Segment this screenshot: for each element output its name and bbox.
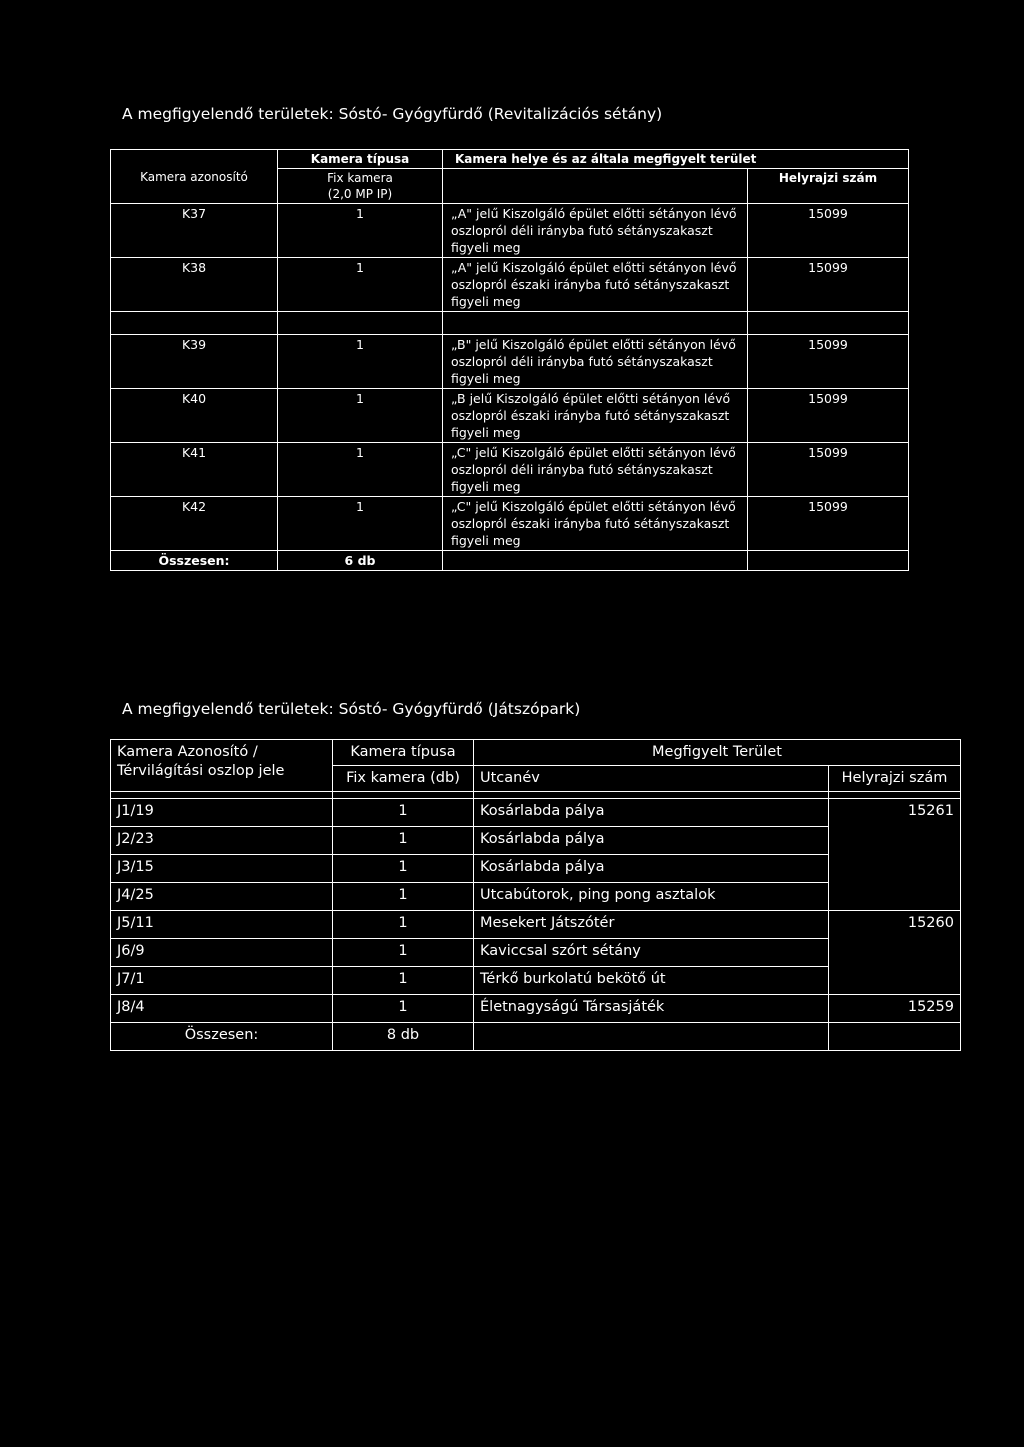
street-name: Kosárlabda pálya [474,799,829,827]
header-location: Kamera helye és az általa megfigyelt terület [443,150,909,169]
camera-count: 1 [278,258,443,312]
table-row [111,497,909,551]
table-spacer-row [111,312,909,335]
location-line: oszlopról déli irányba futó sétányszakaszt [451,223,713,238]
total-value: 6 db [278,551,443,571]
street-name: Mesekert Játszótér [474,911,829,939]
location-line: oszlopról északi irányba futó sétányszakaszt [451,277,730,292]
location-line: „C" jelű Kiszolgáló épület előtti sétányon lévő [451,499,736,514]
parcel-number: 15259 [829,995,961,1023]
camera-location [443,258,748,312]
spacer-cell [278,312,443,335]
location-line: „B" jelű Kiszolgáló épület előtti sétányon lévő [451,337,736,352]
camera-count: 1 [278,389,443,443]
parcel-number: 15099 [748,204,909,258]
camera-count: 1 [333,911,474,939]
table-header-row [111,740,961,766]
camera-id: J1/19 [111,799,333,827]
camera-id: J5/11 [111,911,333,939]
camera-count: 1 [333,799,474,827]
parcel-number: 15099 [748,443,909,497]
header-fix-camera-label: Fix kamera [327,171,393,185]
table-row [111,204,909,258]
table-row [111,335,909,389]
header-fix-camera [278,169,443,204]
camera-count: 1 [333,883,474,911]
camera-id: J2/23 [111,827,333,855]
camera-id: K40 [111,389,278,443]
total-empty [748,551,909,571]
spacer-cell [333,792,474,799]
spacer-cell [443,312,748,335]
location-line: oszlopról északi irányba futó sétányszakaszt [451,408,730,423]
header-camera-id: Kamera azonosító [111,150,278,204]
header-camera-type: Kamera típusa [278,150,443,169]
camera-count: 1 [333,939,474,967]
camera-count: 1 [333,967,474,995]
location-line: figyeli meg [451,294,521,309]
playground-camera-table [110,739,961,1051]
street-name: Kosárlabda pálya [474,855,829,883]
spacer-cell [748,312,909,335]
parcel-number: 15260 [829,911,961,995]
camera-count: 1 [278,204,443,258]
table-row [111,258,909,312]
table-row [111,799,961,827]
location-line: „B jelű Kiszolgáló épület előtti sétányon lévő [451,391,731,406]
location-line: figyeli meg [451,479,521,494]
header-street: Utcanév [474,766,829,792]
table-row [111,995,961,1023]
total-empty [829,1023,961,1051]
camera-id: J6/9 [111,939,333,967]
header-empty [443,169,748,204]
table-row [111,911,961,939]
parcel-number: 15099 [748,497,909,551]
parcel-number: 15261 [829,799,961,911]
total-empty [443,551,748,571]
header-camera-id-line: Térvilágítási oszlop jele [117,763,285,779]
camera-location [443,389,748,443]
camera-location [443,335,748,389]
spacer-cell [829,792,961,799]
total-value: 8 db [333,1023,474,1051]
camera-count: 1 [333,995,474,1023]
location-line: oszlopról déli irányba futó sétányszakaszt [451,462,713,477]
parcel-number: 15099 [748,258,909,312]
location-line: figyeli meg [451,240,521,255]
table-header-row [111,150,909,169]
table-spacer-row [111,792,961,799]
camera-id: K38 [111,258,278,312]
header-camera-id-line: Kamera Azonosító / [117,744,258,760]
camera-id: K39 [111,335,278,389]
header-parcel: Helyrajzi szám [748,169,909,204]
location-line: figyeli meg [451,533,521,548]
camera-id: J7/1 [111,967,333,995]
location-line: figyeli meg [451,371,521,386]
camera-id: J8/4 [111,995,333,1023]
spacer-cell [111,792,333,799]
street-name: Kaviccsal szórt sétány [474,939,829,967]
camera-count: 1 [333,855,474,883]
camera-count: 1 [278,335,443,389]
location-line: „A" jelű Kiszolgáló épület előtti sétányon lévő [451,260,737,275]
total-label: Összesen: [111,551,278,571]
revitalization-camera-table [110,149,909,571]
location-line: „A" jelű Kiszolgáló épület előtti sétányon lévő [451,206,737,221]
camera-id: K37 [111,204,278,258]
camera-id: K42 [111,497,278,551]
street-name: Kosárlabda pálya [474,827,829,855]
parcel-number: 15099 [748,335,909,389]
camera-id: K41 [111,443,278,497]
camera-count: 1 [278,497,443,551]
spacer-cell [111,312,278,335]
camera-count: 1 [278,443,443,497]
total-label: Összesen: [111,1023,333,1051]
total-row [111,551,909,571]
parcel-number: 15099 [748,389,909,443]
street-name: Életnagyságú Társasjáték [474,995,829,1023]
section1-title: A megfigyelendő területek: Sóstó- Gyógyfürdő (Revitalizációs sétány) [122,105,663,123]
header-camera-id [111,740,333,792]
location-line: oszlopról déli irányba futó sétányszakaszt [451,354,713,369]
camera-count: 1 [333,827,474,855]
camera-id: J3/15 [111,855,333,883]
header-fix-camera: Fix kamera (db) [333,766,474,792]
header-camera-type: Kamera típusa [333,740,474,766]
camera-location [443,497,748,551]
street-name: Utcabútorok, ping pong asztalok [474,883,829,911]
section2-title: A megfigyelendő területek: Sóstó- Gyógyfürdő (Játszópark) [122,700,581,718]
location-line: „C" jelű Kiszolgáló épület előtti sétányon lévő [451,445,736,460]
total-empty [474,1023,829,1051]
header-parcel: Helyrajzi szám [829,766,961,792]
spacer-cell [474,792,829,799]
header-fix-camera-spec: (2,0 MP IP) [327,187,393,201]
street-name: Térkő burkolatú bekötő út [474,967,829,995]
table-row [111,443,909,497]
header-observed-area: Megfigyelt Terület [474,740,961,766]
camera-location [443,204,748,258]
table-row [111,389,909,443]
total-row [111,1023,961,1051]
location-line: oszlopról északi irányba futó sétányszakaszt [451,516,730,531]
location-line: figyeli meg [451,425,521,440]
camera-id: J4/25 [111,883,333,911]
camera-location [443,443,748,497]
